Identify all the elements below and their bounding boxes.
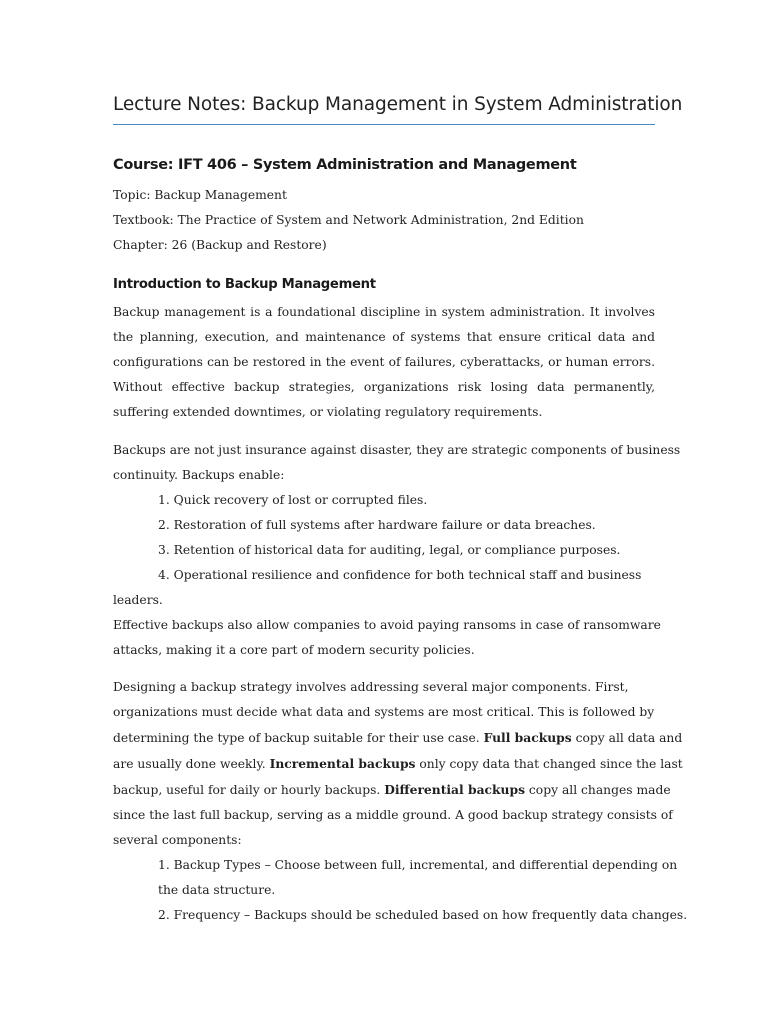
- strategy-line-3: [113, 725, 683, 751]
- list-item: 3. Retention of historical data for auditing, legal, or compliance purposes.: [158, 543, 621, 557]
- component-2-line-1: 2. Frequency – Backups should be scheduled based on how frequently data changes.: [158, 908, 688, 922]
- backups-enable-paragraph: [113, 438, 681, 488]
- strategy-line-1: Designing a backup strategy involves addressing several major components. First,: [113, 680, 629, 694]
- course-meta: [113, 183, 655, 258]
- backups-enable-line-1: Backups are not just insurance against disaster, they are strategic components of business: [113, 443, 681, 457]
- ransomware-line-1: Effective backups also allow companies to avoid paying ransoms in case of ransomware: [113, 618, 661, 632]
- benefit-4-wrap-text: leaders.: [113, 593, 163, 607]
- strategy-line-4-post: only copy data that changed since the last: [415, 757, 683, 771]
- component-1-line-2: the data structure.: [158, 883, 276, 897]
- list-item: 4. Operational resilience and confidence for both technical staff and business: [158, 568, 642, 582]
- components-list: [113, 853, 688, 928]
- document-content: [113, 92, 688, 928]
- component-1-line-1: 1. Backup Types – Choose between full, incremental, and differential depending on: [158, 858, 678, 872]
- differential-backups-term: Differential backups: [384, 782, 526, 797]
- strategy-line-3-post: copy all data and: [571, 731, 683, 745]
- strategy-paragraph: [113, 675, 683, 853]
- incremental-backups-term: Incremental backups: [269, 756, 416, 771]
- strategy-line-4: [113, 751, 683, 777]
- list-item: [113, 853, 678, 903]
- strategy-line-5-pre: backup, useful for daily or hourly backups.: [113, 783, 385, 797]
- list-item: 2. Restoration of full systems after hardware failure or data breaches.: [158, 518, 596, 532]
- full-backups-term: Full backups: [483, 730, 572, 745]
- intro-heading: Introduction to Backup Management: [113, 277, 376, 292]
- chapter-line: Chapter: 26 (Backup and Restore): [113, 238, 327, 252]
- document-title: Lecture Notes: Backup Management in System Administration: [113, 92, 655, 125]
- list-item: [113, 903, 688, 928]
- ransomware-line-2: attacks, making it a core part of modern security policies.: [113, 643, 475, 657]
- topic-line: Topic: Backup Management: [113, 188, 287, 202]
- strategy-line-4-pre: are usually done weekly.: [113, 757, 270, 771]
- textbook-line: Textbook: The Practice of System and Network Administration, 2nd Edition: [113, 213, 584, 227]
- strategy-line-5-post: copy all changes made: [525, 783, 671, 797]
- strategy-line-7: several components:: [113, 833, 242, 847]
- list-item: 1. Quick recovery of lost or corrupted files.: [158, 493, 428, 507]
- backups-enable-line-2: continuity. Backups enable:: [113, 468, 285, 482]
- benefit-4-wrap: [113, 588, 655, 613]
- ransomware-paragraph: [113, 613, 661, 663]
- benefits-list: [113, 488, 655, 588]
- strategy-line-2: organizations must decide what data and systems are most critical. This is followed by: [113, 705, 655, 719]
- intro-paragraph: Backup management is a foundational discipline in system administration. It involves the planning, execution, and maintenance of systems that ensure critical data and configurations can be restored in the event of failures, cyberattacks, or human errors. Without effective backup strategies, organizations risk losing data permanently, suffering extended downtimes, or violating regulatory requirements.: [113, 305, 655, 419]
- course-heading: Course: IFT 406 – System Administration and Management: [113, 157, 577, 173]
- strategy-line-5: [113, 777, 671, 803]
- strategy-line-3-pre: determining the type of backup suitable for their use case.: [113, 731, 484, 745]
- strategy-line-6: since the last full backup, serving as a middle ground. A good backup strategy consists of: [113, 808, 673, 822]
